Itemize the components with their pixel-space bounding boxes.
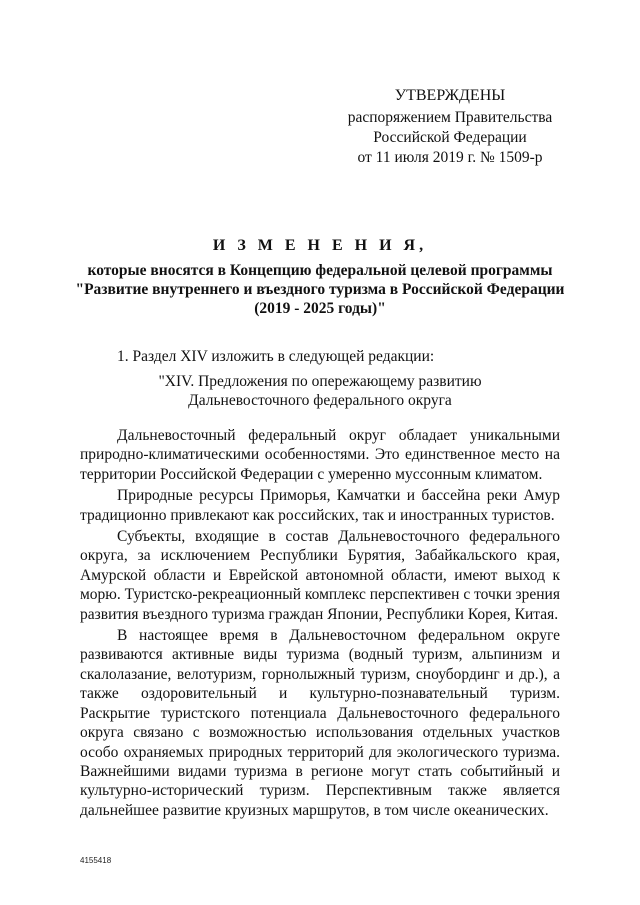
title-main: И З М Е Н Е Н И Я,	[212, 237, 428, 254]
title-line-2: "Развитие внутреннего и въездного туризма в Российской Федерации	[75, 281, 565, 298]
paragraph: Природные ресурсы Приморья, Камчатки и бассейна реки Амур традиционно привлекают как российских, так и иностранных туристов.	[80, 487, 560, 524]
approval-line-1: распоряжением Правительства	[347, 109, 553, 126]
title-line-1: которые вносятся в Концепцию федеральной целевой программы	[87, 262, 553, 279]
paragraph: Субъекты, входящие в состав Дальневосточного федерального округа, за исключением Республики Бурятия, Забайкальского края, Амурской области и Еврейской автономной области, имеют выход к морю. Туристско-рекреационный комплекс перспективен с точки зрения развития въездного туризма граждан Японии, Республики Корея, Китая.	[80, 528, 560, 623]
approval-block	[320, 86, 580, 168]
section-title	[90, 372, 550, 410]
paragraph: В настоящее время в Дальневосточном федеральном округе развиваются активные виды туризма (водный туризм, альпинизм и скалолазание, велотуризм, горнолыжный туризм, сноубординг и др.), а также оздоровительный и культурно-познавательный туризм. Раскрытие туристского потенциала Дальневосточного федерального округа связано с возможностью использования отдельных участков особо охраняемых природных территорий для экологического туризма. Важнейшими видами туризма в регионе могут стать событийный и культурно-исторический туризм. Перспективным также является дальнейшее развитие круизных маршрутов, в том числе океанических.	[80, 627, 560, 819]
approval-line-3: от 11 июля 2019 г. № 1509-р	[357, 149, 543, 166]
document-code: 4155418	[80, 856, 112, 865]
section-title-line-2: Дальневосточного федерального округа	[188, 392, 452, 409]
section-title-line-1: "XIV. Предложения по опережающему развитию	[158, 373, 482, 390]
body-text	[80, 426, 560, 822]
approval-heading: УТВЕРЖДЕНЫ	[394, 87, 506, 104]
paragraph: Дальневосточный федеральный округ обладает уникальными природно-климатическими особенностями. Это единственное место на территории Российской Федерации с умеренно муссонным климатом.	[80, 427, 560, 483]
title-line-3: (2019 - 2025 годы)"	[254, 300, 386, 317]
approval-line-2: Российской Федерации	[373, 129, 527, 146]
item-1: 1. Раздел XIV изложить в следующей редакции:	[117, 348, 435, 365]
document-title	[70, 236, 570, 318]
